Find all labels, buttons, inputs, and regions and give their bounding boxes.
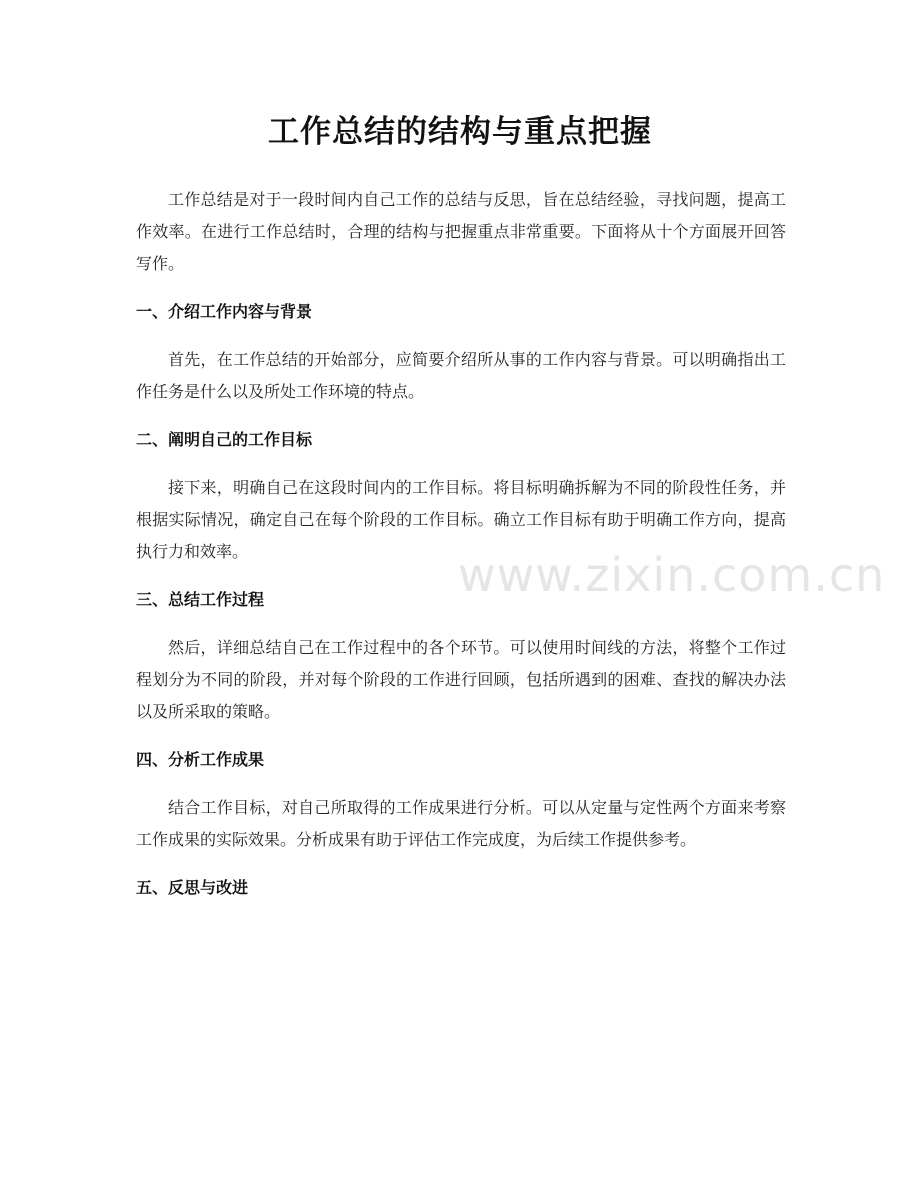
watermark: www.zixin.com.cn xyxy=(458,548,886,602)
section-paragraph-1: 首先，在工作总结的开始部分，应简要介绍所从事的工作内容与背景。可以明确指出工作任务是什么以及所处工作环境的特点。 xyxy=(136,350,786,401)
section-heading-1: 一、介绍工作内容与背景 xyxy=(136,302,313,321)
section-paragraph-2: 接下来，明确自己在这段时间内的工作目标。将目标明确拆解为不同的阶段性任务，并根据实际情况，确定自己在每个阶段的工作目标。确立工作目标有助于明确工作方向，提高执行力和效率。 xyxy=(136,478,786,561)
section-heading-4: 四、分析工作成果 xyxy=(136,750,265,769)
document-title: 工作总结的结构与重点把握 xyxy=(268,114,652,150)
section-heading-2: 二、阐明自己的工作目标 xyxy=(136,430,313,449)
section-paragraph-3: 然后，详细总结自己在工作过程中的各个环节。可以使用时间线的方法，将整个工作过程划分为不同的阶段，并对每个阶段的工作进行回顾，包括所遇到的困难、查找的解决办法以及所采取的策略。 xyxy=(136,638,786,721)
section-heading-5: 五、反思与改进 xyxy=(136,878,249,897)
document-body xyxy=(136,184,786,904)
intro-paragraph: 工作总结是对于一段时间内自己工作的总结与反思，旨在总结经验，寻找问题，提高工作效率。在进行工作总结时，合理的结构与把握重点非常重要。下面将从十个方面展开回答写作。 xyxy=(136,190,786,273)
section-heading-3: 三、总结工作过程 xyxy=(136,590,265,609)
section-paragraph-4: 结合工作目标，对自己所取得的工作成果进行分析。可以从定量与定性两个方面来考察工作成果的实际效果。分析成果有助于评估工作完成度，为后续工作提供参考。 xyxy=(136,798,786,849)
